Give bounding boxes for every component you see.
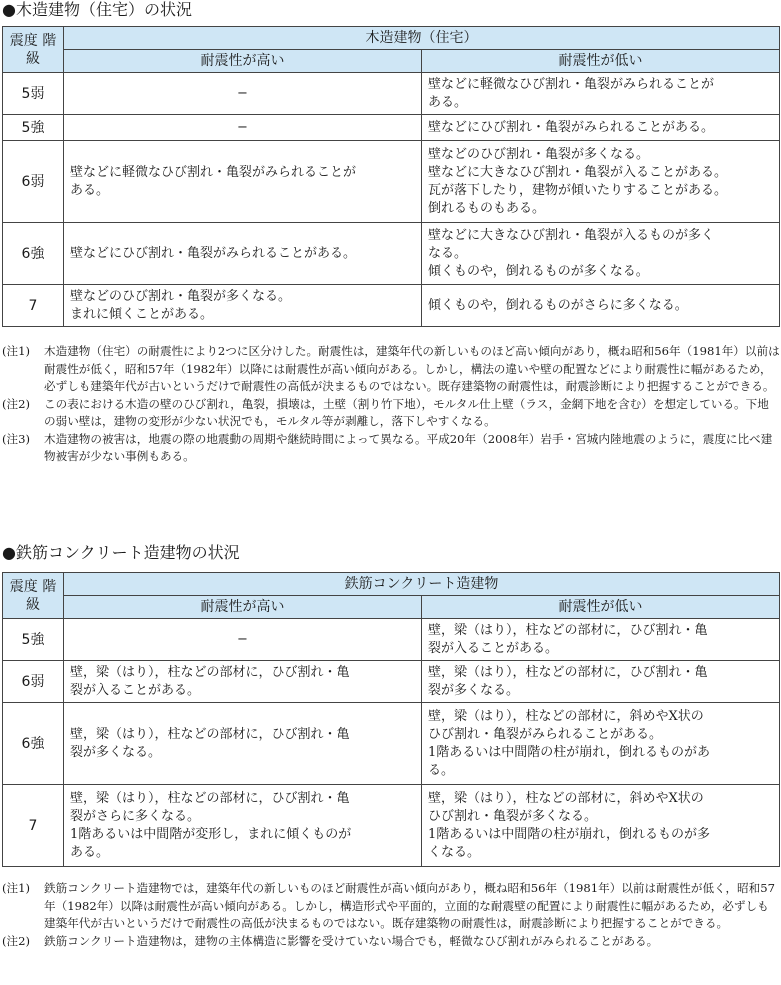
intensity-level-cell: 6弱 (3, 661, 64, 703)
high-resistance-cell (64, 703, 422, 785)
table-row (3, 115, 780, 141)
wood-section-title: ●木造建物（住宅）の状況 (2, 0, 192, 19)
cell-text-line: 壁などのひび割れ・亀裂が多くなる。 (70, 288, 292, 304)
cell-text-line: 1階あるいは中間階の柱が崩れ，倒れるものがあ (428, 744, 711, 760)
footnote-tag: (注3) (2, 431, 31, 446)
cell-text-line: 傾くものや，倒れるものが多くなる。 (428, 263, 649, 279)
high-resistance-cell (64, 285, 422, 327)
footnote (2, 396, 780, 431)
cell-text-line: 壁などにひび割れ・亀裂がみられることがある。 (70, 245, 357, 261)
cell-text-line: 1階あるいは中間階が変形し，まれに傾くものが (70, 826, 352, 842)
footnote-text: この表における木造の壁のひび割れ，亀裂，損壊は，土壁（割り竹下地），モルタル仕上壁（ラス，金網下地を含む）を想定している。下地の弱い壁は，建物の変形が少ない状況でも，モルタル等が剥離し，落下しやすくなる。 (44, 396, 769, 428)
low-resistance-cell (422, 285, 780, 327)
low-resistance-cell (422, 115, 780, 141)
table-row (3, 285, 780, 327)
cell-text-line: 壁，梁（はり），柱などの部材に，斜めやX状の (428, 790, 704, 806)
low-resistance-cell (422, 141, 780, 223)
cell-text-line: 壁，梁（はり），柱などの部材に，ひび割れ・亀 (70, 664, 350, 680)
cell-text-line: 裂が入ることがある。 (428, 640, 559, 656)
high-resistance-cell (64, 223, 422, 285)
high-resistance-cell (64, 115, 422, 141)
footnote (2, 880, 780, 933)
cell-text-line: 壁などにひび割れ・亀裂がみられることがある。 (428, 119, 715, 135)
low-resistance-cell (422, 661, 780, 703)
cell-text-line: る。 (428, 762, 455, 778)
high-resistance-header: 耐震性が高い (64, 596, 422, 619)
footnote-text: 木造建物の被害は，地震の際の地震動の周期や継続時間によって異なる。平成20年（2008年）岩手・宮城内陸地震のように，震度に比べ建物被害が少ない事例もある。 (44, 431, 773, 463)
cell-text-line: ひび割れ・亀裂が多くなる。 (428, 808, 598, 824)
cell-text-line: 壁などに大きなひび割れ・亀裂が入るものが多く (428, 227, 715, 243)
cell-text-line: なる。 (428, 245, 468, 261)
cell-text-line: くなる。 (428, 844, 481, 860)
table-row (3, 73, 780, 115)
high-resistance-cell (64, 141, 422, 223)
seismic-intensity-header: 震度 階級 (3, 27, 64, 73)
table-row (3, 661, 780, 703)
intensity-level-cell: 5強 (3, 115, 64, 141)
cell-text-line: 壁，梁（はり），柱などの部材に，ひび割れ・亀 (428, 664, 708, 680)
high-resistance-cell (64, 619, 422, 661)
intensity-level-cell: 7 (3, 285, 64, 327)
rc-section-title: ●鉄筋コンクリート造建物の状況 (2, 543, 240, 562)
intensity-level-cell: 6強 (3, 703, 64, 785)
intensity-level-cell: 7 (3, 785, 64, 867)
intensity-level-cell: 5強 (3, 619, 64, 661)
cell-text-line: − (237, 85, 248, 101)
high-resistance-cell (64, 785, 422, 867)
high-resistance-cell (64, 73, 422, 115)
cell-text-line: 裂が多くなる。 (428, 682, 520, 698)
intensity-level-cell: 6弱 (3, 141, 64, 223)
high-resistance-cell (64, 661, 422, 703)
table-row (3, 141, 780, 223)
cell-text-line: 壁，梁（はり），柱などの部材に，ひび割れ・亀 (428, 622, 708, 638)
footnote-tag: (注2) (2, 933, 31, 948)
cell-text-line: − (237, 119, 248, 135)
rc-building-table (2, 572, 780, 867)
cell-text-line: 裂が多くなる。 (70, 744, 162, 760)
low-resistance-cell (422, 785, 780, 867)
cell-text-line: 壁，梁（はり），柱などの部材に，ひび割れ・亀 (70, 726, 350, 742)
low-resistance-cell (422, 703, 780, 785)
low-resistance-cell (422, 619, 780, 661)
cell-text-line: 壁などに大きなひび割れ・亀裂が入ることがある。 (428, 164, 728, 180)
rc-group-header: 鉄筋コンクリート造建物 (64, 573, 780, 596)
low-resistance-cell (422, 223, 780, 285)
low-resistance-header: 耐震性が低い (422, 596, 780, 619)
intensity-level-cell: 5弱 (3, 73, 64, 115)
cell-text-line: まれに傾くことがある。 (70, 306, 214, 322)
wood-group-header: 木造建物（住宅） (64, 27, 780, 50)
footnote-tag: (注1) (2, 881, 31, 895)
footnote-text: 木造建物（住宅）の耐震性により2つに区分けした。耐震性は，建築年代の新しいものほど高い傾向があり，概ね昭和56年（1981年）以前は耐震性が低く，昭和57年（1982年）以降には耐震性が高い傾向がある。しかし，構法の違いや壁の配置などにより耐震性に幅があるため，必ずしも建築年代が古いというだけで耐震性の高低が決まるものではない。既存建築物の耐震性は，耐震診断により把握することができる。 (44, 344, 780, 393)
cell-text-line: ある。 (70, 844, 110, 860)
footnote (2, 431, 780, 466)
cell-text-line: 裂がさらに多くなる。 (70, 808, 201, 824)
cell-text-line: 1階あるいは中間階の柱が崩れ，倒れるものが多 (428, 826, 711, 842)
table-row (3, 223, 780, 285)
cell-text-line: 傾くものや，倒れるものがさらに多くなる。 (428, 297, 688, 313)
intensity-level-cell: 6強 (3, 223, 64, 285)
seismic-intensity-header: 震度 階級 (3, 573, 64, 619)
table-row (3, 703, 780, 785)
rc-notes (2, 880, 780, 950)
cell-text-line: 壁などに軽微なひび割れ・亀裂がみられることが (428, 76, 715, 92)
cell-text-line: 壁，梁（はり），柱などの部材に，斜めやX状の (428, 708, 704, 724)
footnote-tag: (注2) (2, 396, 31, 411)
cell-text-line: 倒れるものもある。 (428, 200, 546, 216)
cell-text-line: 瓦が落下したり，建物が傾いたりすることがある。 (428, 182, 728, 198)
low-resistance-header: 耐震性が低い (422, 50, 780, 73)
high-resistance-header: 耐震性が高い (64, 50, 422, 73)
footnote (2, 933, 780, 951)
footnote (2, 343, 780, 396)
cell-text-line: 壁，梁（はり），柱などの部材に，ひび割れ・亀 (70, 790, 350, 806)
wood-notes (2, 343, 780, 466)
cell-text-line: 壁などのひび割れ・亀裂が多くなる。 (428, 146, 650, 162)
table-row (3, 785, 780, 867)
cell-text-line: ある。 (428, 94, 468, 110)
footnote-text: 鉄筋コンクリート造建物は，建物の主体構造に影響を受けていない場合でも，軽微なひび割れがみられることがある。 (44, 933, 659, 948)
footnote-tag: (注1) (2, 344, 31, 358)
wood-building-table (2, 26, 780, 327)
table-row (3, 619, 780, 661)
cell-text-line: − (237, 631, 248, 647)
cell-text-line: 壁などに軽微なひび割れ・亀裂がみられることが (70, 164, 357, 180)
footnote-text: 鉄筋コンクリート造建物では，建築年代の新しいものほど耐震性が高い傾向があり，概ね昭和56年（1981年）以前は耐震性が低く，昭和57年（1982年）以降は耐震性が高い傾向がある。しかし，構造形式や平面的，立面的な耐震壁の配置により耐震性に幅があるため，必ずしも建築年代が古いというだけで耐震性の高低が決まるものではない。既存建築物の耐震性は，耐震診断により把握することができる。 (44, 881, 775, 930)
low-resistance-cell (422, 73, 780, 115)
cell-text-line: ある。 (70, 182, 110, 198)
cell-text-line: 裂が入ることがある。 (70, 682, 201, 698)
cell-text-line: ひび割れ・亀裂がみられることがある。 (428, 726, 663, 742)
